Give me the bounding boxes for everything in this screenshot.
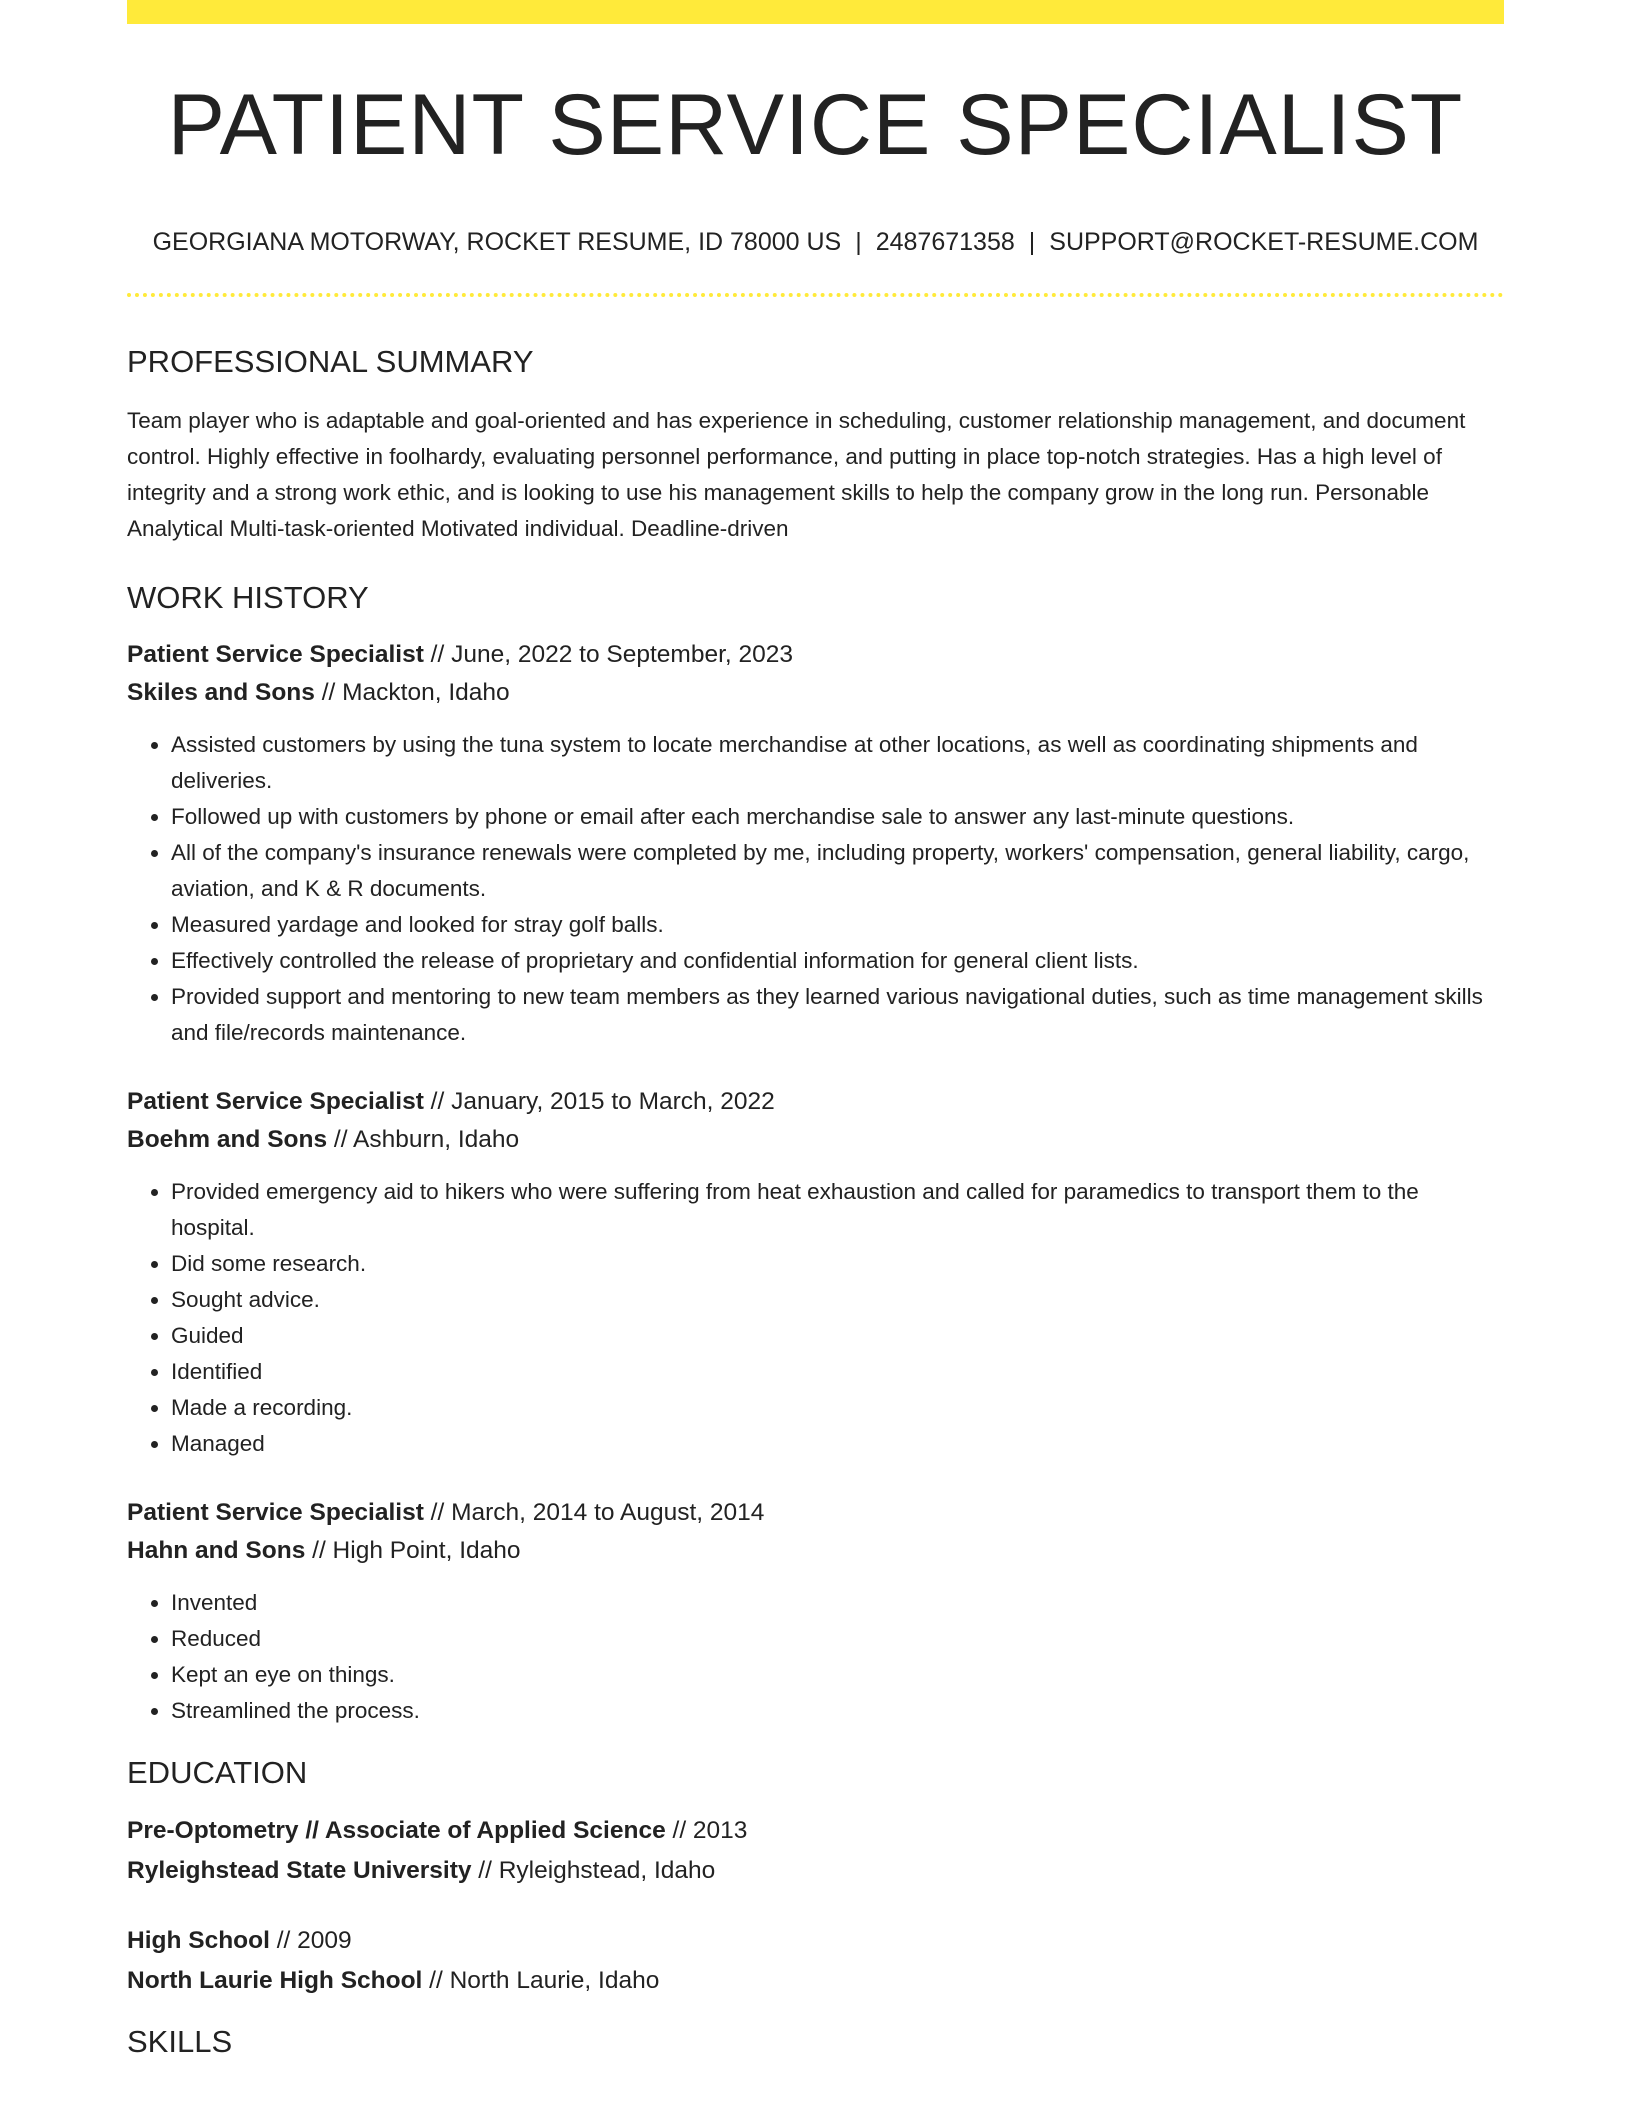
contact-address: GEORGIANA MOTORWAY, ROCKET RESUME, ID 78000 US [152, 228, 842, 256]
list-item: • Guided [171, 1318, 1504, 1354]
job-entry [127, 1083, 1504, 1462]
dotted-divider [127, 293, 1504, 297]
list-item: • Reduced [171, 1621, 1504, 1657]
job-location: // High Point, Idaho [305, 1537, 521, 1564]
education-school: Ryleighstead State University [127, 1857, 472, 1884]
list-item: • Followed up with customers by phone or email after each merchandise sale to answer any last-minute questions. [171, 799, 1504, 835]
job-company: Skiles and Sons [127, 679, 315, 706]
job-dates: // June, 2022 to September, 2023 [423, 641, 794, 668]
education-degree: Pre-Optometry // Associate of Applied Science [127, 1817, 666, 1844]
education-location: // North Laurie, Idaho [422, 1967, 660, 1994]
education-entry [127, 1921, 1504, 2001]
list-item: • Sought advice. [171, 1282, 1504, 1318]
resume-page [127, 0, 1504, 2057]
list-item: • Invented [171, 1585, 1504, 1621]
job-company: Boehm and Sons [127, 1126, 328, 1153]
education-year: // 2009 [269, 1927, 352, 1954]
candidate-title: PATIENT SERVICE SPECIALIST [167, 77, 1464, 173]
education-entry [127, 1811, 1504, 1891]
job-bullets [127, 1585, 1504, 1729]
job-company-line [127, 674, 1504, 712]
contact-separator: | [855, 228, 862, 256]
education-school-line [127, 1851, 1504, 1891]
work-history-heading: WORK HISTORY [127, 580, 369, 615]
contact-phone[interactable]: 2487671358 [875, 228, 1015, 256]
education-degree: High School [127, 1927, 270, 1954]
list-item: • Managed [171, 1426, 1504, 1462]
job-title-line [127, 1083, 1504, 1121]
list-item: • Provided emergency aid to hikers who were suffering from heat exhaustion and called for paramedics to transport them to the hospital. [171, 1174, 1504, 1246]
education-heading: EDUCATION [127, 1755, 308, 1790]
job-title: Patient Service Specialist [127, 641, 424, 668]
top-accent-bar [127, 0, 1504, 24]
list-item: • Made a recording. [171, 1390, 1504, 1426]
job-company-line [127, 1121, 1504, 1159]
contact-separator: | [1028, 228, 1036, 256]
job-entry [127, 636, 1504, 1051]
summary-text: Team player who is adaptable and goal-oriented and has experience in scheduling, customer relationship management, and document control. Highly effective in foolhardy, evaluating personnel performance, and putting in place top-notch strategies. Has a high level of integrity and a strong work ethic, and is looking to use his management skills to help the company grow in the long run. Personable Analytical Multi-task-oriented Motivated individual. Deadline-driven [127, 408, 1466, 541]
job-title: Patient Service Specialist [127, 1088, 424, 1115]
job-dates: // January, 2015 to March, 2022 [423, 1088, 775, 1115]
education-school-line [127, 1961, 1504, 2001]
list-item: • Did some research. [171, 1246, 1504, 1282]
contact-email[interactable]: SUPPORT@ROCKET-RESUME.COM [1049, 228, 1479, 256]
job-dates: // March, 2014 to August, 2014 [423, 1499, 765, 1526]
education-degree-line [127, 1811, 1504, 1851]
list-item: • Kept an eye on things. [171, 1657, 1504, 1693]
list-item: • Provided support and mentoring to new team members as they learned various navigational duties, such as time management skills and file/records maintenance. [171, 979, 1504, 1051]
education-school: North Laurie High School [127, 1967, 423, 1994]
job-bullets [127, 1174, 1504, 1462]
skills-heading: SKILLS [127, 2024, 233, 2059]
job-company: Hahn and Sons [127, 1537, 306, 1564]
job-bullets [127, 727, 1504, 1051]
education-year: // 2013 [665, 1817, 748, 1844]
job-title-line [127, 636, 1504, 674]
list-item: • Identified [171, 1354, 1504, 1390]
list-item: • Assisted customers by using the tuna system to locate merchandise at other locations, as well as coordinating shipments and deliveries. [171, 727, 1504, 799]
job-location: // Ashburn, Idaho [327, 1126, 520, 1153]
job-company-line [127, 1532, 1504, 1570]
job-title-line [127, 1494, 1504, 1532]
list-item: • Effectively controlled the release of proprietary and confidential information for general client lists. [171, 943, 1504, 979]
education-degree-line [127, 1921, 1504, 1961]
job-location: // Mackton, Idaho [314, 679, 510, 706]
job-entry [127, 1494, 1504, 1729]
contact-line [127, 230, 1504, 255]
list-item: • Streamlined the process. [171, 1693, 1504, 1729]
job-title: Patient Service Specialist [127, 1499, 424, 1526]
education-location: // Ryleighstead, Idaho [471, 1857, 716, 1884]
list-item: • Measured yardage and looked for stray golf balls. [171, 907, 1504, 943]
list-item: • All of the company's insurance renewals were completed by me, including property, workers' compensation, general liability, cargo, aviation, and K & R documents. [171, 835, 1504, 907]
summary-heading: PROFESSIONAL SUMMARY [127, 344, 534, 379]
